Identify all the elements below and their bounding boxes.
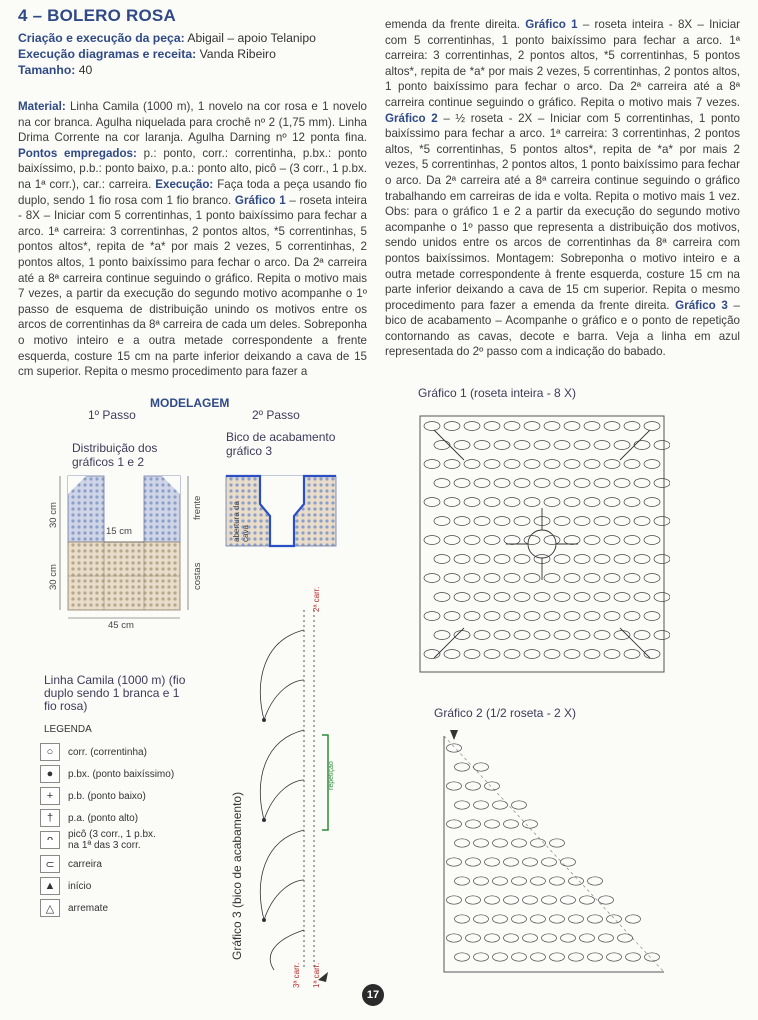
chain-stitch (634, 631, 650, 640)
chain-stitch (644, 498, 660, 507)
repeat-label: repetição (328, 761, 335, 790)
chain-stitch (654, 517, 670, 526)
finish-icon: △ (40, 899, 60, 917)
chain-stitch (466, 934, 481, 942)
chain-stitch (554, 631, 570, 640)
chain-stitch (494, 631, 510, 640)
chain-stitch (494, 555, 510, 564)
chain-stitch (561, 934, 576, 942)
legend-item: + p.b. (ponto baixo) (40, 786, 146, 806)
chain-stitch (523, 896, 538, 904)
bico-label: Bico de acabamento gráfico 3 (226, 430, 336, 458)
chain-stitch (531, 915, 546, 923)
chain-stitch (454, 479, 470, 488)
chain-stitch (493, 801, 508, 809)
chain-stitch (444, 612, 460, 621)
dim-15: 15 cm (106, 526, 132, 537)
chain-stitch (542, 934, 557, 942)
chain-stitch (564, 498, 580, 507)
chain-stitch (493, 915, 508, 923)
chart3-caption: Gráfico 3 (bico de acabamento) (230, 791, 244, 960)
single-crochet-icon: + (40, 787, 60, 805)
chain-stitch (484, 460, 500, 469)
chain-stitch (531, 839, 546, 847)
chain-stitch (604, 574, 620, 583)
chain-stitch (504, 422, 520, 431)
chain-stitch (654, 441, 670, 450)
chain-stitch (624, 574, 640, 583)
page-title: 4 – BOLERO ROSA (18, 6, 176, 25)
chain-stitch (424, 574, 440, 583)
chain-stitch (447, 896, 462, 904)
chain-stitch (634, 479, 650, 488)
chain-stitch (485, 820, 500, 828)
chain-stitch (524, 536, 540, 545)
chain-stitch (434, 555, 450, 564)
chain-stitch (485, 896, 500, 904)
chain-stitch (569, 953, 584, 961)
chart2-caption: Gráfico 2 (1/2 roseta - 2 X) (434, 706, 577, 720)
credit-line-2: Execução diagramas e receita: Vanda Ribeiro (18, 47, 276, 61)
chain-stitch (554, 555, 570, 564)
chain-stitch (594, 631, 610, 640)
distribution-label: Distribuição dos gráficos 1 e 2 (72, 441, 158, 469)
chain-stitch (644, 460, 660, 469)
chain-stitch (599, 934, 614, 942)
chain-stitch (485, 782, 500, 790)
chain-stitch (544, 460, 560, 469)
chain-stitch (584, 422, 600, 431)
chain-stitch (574, 555, 590, 564)
chain-stitch (424, 460, 440, 469)
chain-stitch (494, 593, 510, 602)
chain-stitch (654, 555, 670, 564)
chain-stitch (474, 441, 490, 450)
chain-stitch (564, 650, 580, 659)
chain-stitch (434, 517, 450, 526)
start-arrow (450, 730, 458, 740)
frente-label: frente (192, 495, 203, 520)
chain-stitch (424, 422, 440, 431)
chain-stitch (544, 536, 560, 545)
dim-30-top: 30 cm (48, 502, 59, 528)
chain-stitch (554, 593, 570, 602)
chain-stitch (485, 934, 500, 942)
chain-stitch (584, 536, 600, 545)
chain-stitch (512, 801, 527, 809)
chain-stitch (514, 441, 530, 450)
chain-stitch (424, 536, 440, 545)
chart2-diagram (436, 728, 672, 980)
chain-stitch (524, 422, 540, 431)
chain-stitch (466, 820, 481, 828)
step1-label: 1º Passo (88, 408, 136, 422)
chain-stitch (584, 650, 600, 659)
chain-stitch (474, 877, 489, 885)
chain-stitch (454, 555, 470, 564)
start-icon: ▲ (40, 877, 60, 895)
legend-title: LEGENDA (44, 724, 92, 735)
chain-stitch (542, 858, 557, 866)
chain-stitch (455, 763, 470, 771)
chain-stitch (654, 479, 670, 488)
chain-stitch (594, 441, 610, 450)
chain-stitch (444, 460, 460, 469)
chain-stitch (504, 460, 520, 469)
chain-stitch (434, 593, 450, 602)
chain-stitch (634, 517, 650, 526)
chain-stitch (455, 877, 470, 885)
chain-stitch (624, 498, 640, 507)
chain-stitch (504, 896, 519, 904)
chain-stitch (574, 479, 590, 488)
legend-item: ○ corr. (correntinha) (40, 742, 147, 762)
chain-stitch (574, 517, 590, 526)
chain-stitch (644, 574, 660, 583)
chain-stitch (564, 612, 580, 621)
chain-stitch (464, 650, 480, 659)
chain-stitch (624, 536, 640, 545)
chain-stitch (626, 915, 641, 923)
chain-stitch (604, 422, 620, 431)
chain-stitch (512, 915, 527, 923)
chain-stitch (447, 744, 462, 752)
chain-icon: ○ (40, 743, 60, 761)
chain-stitch (464, 498, 480, 507)
chain-stitch (474, 479, 490, 488)
legend-item: △ arremate (40, 898, 108, 918)
chain-stitch (607, 915, 622, 923)
chain-stitch (604, 498, 620, 507)
chain-stitch (484, 650, 500, 659)
chain-stitch (484, 612, 500, 621)
chart1-caption: Gráfico 1 (roseta inteira - 8 X) (418, 386, 577, 400)
chain-stitch (447, 782, 462, 790)
chain-stitch (504, 536, 520, 545)
chain-stitch (550, 877, 565, 885)
chain-stitch (424, 498, 440, 507)
chain-stitch (644, 612, 660, 621)
chain-stitch (574, 441, 590, 450)
chain-stitch (645, 953, 660, 961)
chain-stitch (494, 479, 510, 488)
chain-stitch (494, 517, 510, 526)
chain-stitch (624, 612, 640, 621)
chain-stitch (654, 631, 670, 640)
chain-stitch (504, 574, 520, 583)
chain-stitch (474, 953, 489, 961)
chain-stitch (512, 839, 527, 847)
chain-stitch (534, 479, 550, 488)
chain-stitch (514, 517, 530, 526)
chart3-diagram (244, 600, 354, 990)
chain-stitch (580, 896, 595, 904)
chain-stitch (574, 593, 590, 602)
chain-stitch (523, 820, 538, 828)
chain-stitch (524, 612, 540, 621)
chain-stitch (494, 441, 510, 450)
chain-stitch (624, 422, 640, 431)
chain-stitch (594, 517, 610, 526)
chain-stitch (544, 612, 560, 621)
chain-stitch (614, 555, 630, 564)
chain-stitch (444, 574, 460, 583)
chain-stitch (607, 953, 622, 961)
legend-item: ⊂ carreira (40, 854, 102, 874)
chain-stitch (493, 953, 508, 961)
legend-item: † p.a. (ponto alto) (40, 808, 138, 828)
step2-label: 2º Passo (252, 408, 300, 422)
chain-stitch (484, 498, 500, 507)
size-line: Tamanho: 40 (18, 63, 93, 77)
chain-stitch (624, 460, 640, 469)
chain-stitch (584, 612, 600, 621)
chain-stitch (504, 498, 520, 507)
chain-stitch (464, 460, 480, 469)
chain-stitch (554, 441, 570, 450)
chain-stitch (485, 858, 500, 866)
legend-item: ▲ início (40, 876, 91, 896)
row-icon: ⊂ (40, 855, 60, 873)
chain-stitch (594, 555, 610, 564)
credit-line-1: Criação e execução da peça: Abigail – apoio Telanipo (18, 31, 316, 45)
chain-stitch (604, 650, 620, 659)
chain-stitch (455, 801, 470, 809)
chain-stitch (544, 498, 560, 507)
chain-stitch (504, 858, 519, 866)
chain-stitch (561, 896, 576, 904)
chain-stitch (544, 422, 560, 431)
chain-stitch (614, 479, 630, 488)
legend-item: ᴖ picô (3 corr., 1 p.bx. na 1ª das 3 corr. (40, 830, 168, 850)
chain-stitch (484, 536, 500, 545)
chain-stitch (455, 915, 470, 923)
chain-stitch (514, 631, 530, 640)
chain-stitch (634, 593, 650, 602)
chain-stitch (484, 422, 500, 431)
chain-stitch (634, 555, 650, 564)
chain-stitch (584, 498, 600, 507)
chain-stitch (493, 839, 508, 847)
step1-diagram (40, 470, 200, 630)
chain-stitch (599, 896, 614, 904)
chain-stitch (534, 631, 550, 640)
chain-stitch (512, 877, 527, 885)
chain-stitch (466, 858, 481, 866)
chain-stitch (524, 460, 540, 469)
dim-45: 45 cm (108, 620, 134, 631)
chain-stitch (447, 820, 462, 828)
chain-stitch (564, 536, 580, 545)
row3-label: 3ª carr. (292, 962, 301, 988)
chain-stitch (444, 422, 460, 431)
chain-stitch (524, 650, 540, 659)
chain-stitch (534, 441, 550, 450)
chain-stitch (634, 441, 650, 450)
chain-stitch (554, 479, 570, 488)
chain-stitch (466, 896, 481, 904)
chain-stitch (484, 574, 500, 583)
chain-stitch (474, 517, 490, 526)
chain-stitch (614, 517, 630, 526)
chain-stitch (464, 612, 480, 621)
chain-stitch (444, 650, 460, 659)
chain-stitch (588, 915, 603, 923)
chain-stitch (564, 574, 580, 583)
chain-stitch (514, 555, 530, 564)
chain-stitch (523, 858, 538, 866)
chain-stitch (447, 858, 462, 866)
chain-stitch (447, 934, 462, 942)
chain-stitch (474, 631, 490, 640)
yarn-note: Linha Camila (1000 m) (fio duplo sendo 1 branca e 1 fio rosa) (44, 673, 186, 713)
chain-stitch (584, 460, 600, 469)
chain-stitch (531, 953, 546, 961)
chain-stitch (554, 517, 570, 526)
chain-stitch (454, 441, 470, 450)
chain-stitch (474, 555, 490, 564)
chain-stitch (624, 650, 640, 659)
chain-stitch (454, 517, 470, 526)
chain-stitch (614, 441, 630, 450)
chain-stitch (550, 953, 565, 961)
instructions-right: emenda da frente direita. Gráfico 1 – roseta inteira - 8X – Iniciar com 5 correntinhas, 1 ponto baixíssimo para fechar a arco. 1ª carreira: 3 correntinhas, 2 pontos altos, *5 correntinhas, 5 pontos altos*, repita de *a* por mais 2 vezes, 5 correntinhas, 2 pontos altos, 1 ponto baixíssimo para fechar o arco. Da 2ª carreira até a 8ª carreira continue seguindo o gráfico. Repita o motivo mais 7 vezes. Gráfico 2 – ½ roseta - 2X – Iniciar com 5 correntinhas, 1 ponto baixíssimo para fechar a arco. 1ª carreira: 3 correntinhas, 2 pontos altos, *5 correntinhas, 5 pontos altos*, repita de *a* por mais 2 vezes, 5 correntinhas, 2 pontos altos, 1 ponto baixíssimo para fechar o arco. Da 2ª carreira até a 8ª carreira continue seguindo o gráfico trabalhando em carreiras de ida e volta. Repita o motivo mais 1 vez. Obs: para o gráfico 1 e 2 a partir da execução do segundo motivo acompanhe o 1º passo que representa a distribuição dos motivos, sendo unidos entre os arcos de correntinhas da 8ª carreira com pontos baixíssimos. Montagem: Sobreponha o motivo inteiro e a outra metade correspondente à frente esquerda, costure 15 cm na parte inferior deixando a cava de 15 cm superior. Repita o mesmo procedimento para fazer a emenda da frente direita. Gráfico 3 – bico de acabamento – Acompanhe o gráfico e o ponto de repetição contornando as cavas, decote e barra. Veja a linha em azul representada do 2º passo com a indicação do babado. (385, 18, 740, 359)
chart1-diagram (414, 410, 670, 680)
chain-stitch (544, 650, 560, 659)
chain-stitch (524, 498, 540, 507)
chain-stitch (523, 934, 538, 942)
chain-stitch (564, 422, 580, 431)
row1-label: 1ª carr. (312, 962, 321, 988)
chain-stitch (454, 593, 470, 602)
picot-icon: ᴖ (40, 831, 60, 849)
chain-stitch (531, 877, 546, 885)
chain-stitch (561, 858, 576, 866)
chain-stitch (474, 915, 489, 923)
chain-stitch (544, 574, 560, 583)
chain-stitch (434, 631, 450, 640)
slip-stitch-icon: ● (40, 765, 60, 783)
legend-item: ● p.bx. (ponto baixíssimo) (40, 764, 174, 784)
chain-stitch (569, 915, 584, 923)
chain-stitch (512, 953, 527, 961)
chain-stitch (504, 650, 520, 659)
chain-stitch (626, 953, 641, 961)
chain-stitch (474, 801, 489, 809)
row2-label: 2ª carr. (312, 586, 321, 612)
chain-stitch (594, 593, 610, 602)
chain-stitch (569, 877, 584, 885)
chain-stitch (455, 839, 470, 847)
chain-stitch (424, 612, 440, 621)
chain-stitch (580, 934, 595, 942)
chain-stitch (574, 631, 590, 640)
chain-stitch (618, 934, 633, 942)
chain-stitch (444, 536, 460, 545)
chain-stitch (514, 479, 530, 488)
chain-stitch (464, 574, 480, 583)
instructions-left: Material: Linha Camila (1000 m), 1 novelo na cor rosa e 1 novelo na cor branca. Agulha niquelada para crochê nº 2 (1,75 mm). Linha Drima Corrente na cor laranja. Agulha Darning nº 12 ponta fina. Pontos empregados: p.: ponto, corr.: correntinha, p.bx.: ponto baixíssimo, p.b.: ponto baixo, p.a.: ponto alto, picô – (3 corr., 1 p.bx. na 1ª corr.), car.: carreira. Execução: Faça toda a peça usando fio duplo, sendo 1 fio rosa com 1 fio branco. Gráfico 1 – roseta inteira - 8X – Iniciar com 5 correntinhas, 1 ponto baixíssimo para fechar a arco. 1ª carreira: 3 correntinhas, 2 pontos altos, *5 correntinhas, 5 pontos altos*, repita de *a* por mais 2 vezes, 5 correntinhas, 2 pontos altos, 1 ponto baixíssimo para fechar o arco. Da 2ª carreira até a 8ª carreira continue seguindo o gráfico. Repita o motivo mais 7 vezes, a partir da execução do segundo motivo acompanhe o 1º passo de esquema de distribuição unindo os motivos entre os arcos de correntinhas da 8ª carreira de cada um deles. Sobreponha o motivo inteiro e a outra metade correspondente a frente esquerda, costure 15 cm na parte inferior deixando a cava de 15 cm superior. Repita o mesmo procedimento para fazer a (18, 100, 368, 379)
chain-stitch (588, 877, 603, 885)
modelagem-title: MODELAGEM (150, 396, 230, 410)
costas-label: costas (192, 562, 203, 590)
double-crochet-icon: † (40, 809, 60, 827)
chain-stitch (474, 839, 489, 847)
chain-stitch (604, 612, 620, 621)
chain-stitch (493, 877, 508, 885)
chain-stitch (434, 441, 450, 450)
chain-stitch (542, 896, 557, 904)
chain-stitch (434, 479, 450, 488)
abertura-label: abertura da cava (232, 501, 250, 542)
chain-stitch (550, 915, 565, 923)
dim-30-bottom: 30 cm (48, 564, 59, 590)
chain-stitch (588, 953, 603, 961)
chain-stitch (474, 593, 490, 602)
chain-stitch (654, 593, 670, 602)
page-number: 17 (362, 984, 384, 1006)
chain-stitch (504, 934, 519, 942)
chain-stitch (464, 536, 480, 545)
chain-stitch (524, 574, 540, 583)
chain-stitch (604, 460, 620, 469)
chain-stitch (464, 422, 480, 431)
chain-stitch (534, 593, 550, 602)
chain-stitch (444, 498, 460, 507)
chain-stitch (644, 536, 660, 545)
chain-stitch (504, 612, 520, 621)
chain-stitch (604, 536, 620, 545)
chain-stitch (504, 820, 519, 828)
chain-stitch (564, 460, 580, 469)
chain-stitch (614, 593, 630, 602)
chain-stitch (644, 422, 660, 431)
chain-stitch (550, 839, 565, 847)
chain-stitch (584, 574, 600, 583)
chain-stitch (594, 479, 610, 488)
chain-stitch (466, 782, 481, 790)
chain-stitch (474, 763, 489, 771)
chain-stitch (455, 953, 470, 961)
chain-stitch (514, 593, 530, 602)
